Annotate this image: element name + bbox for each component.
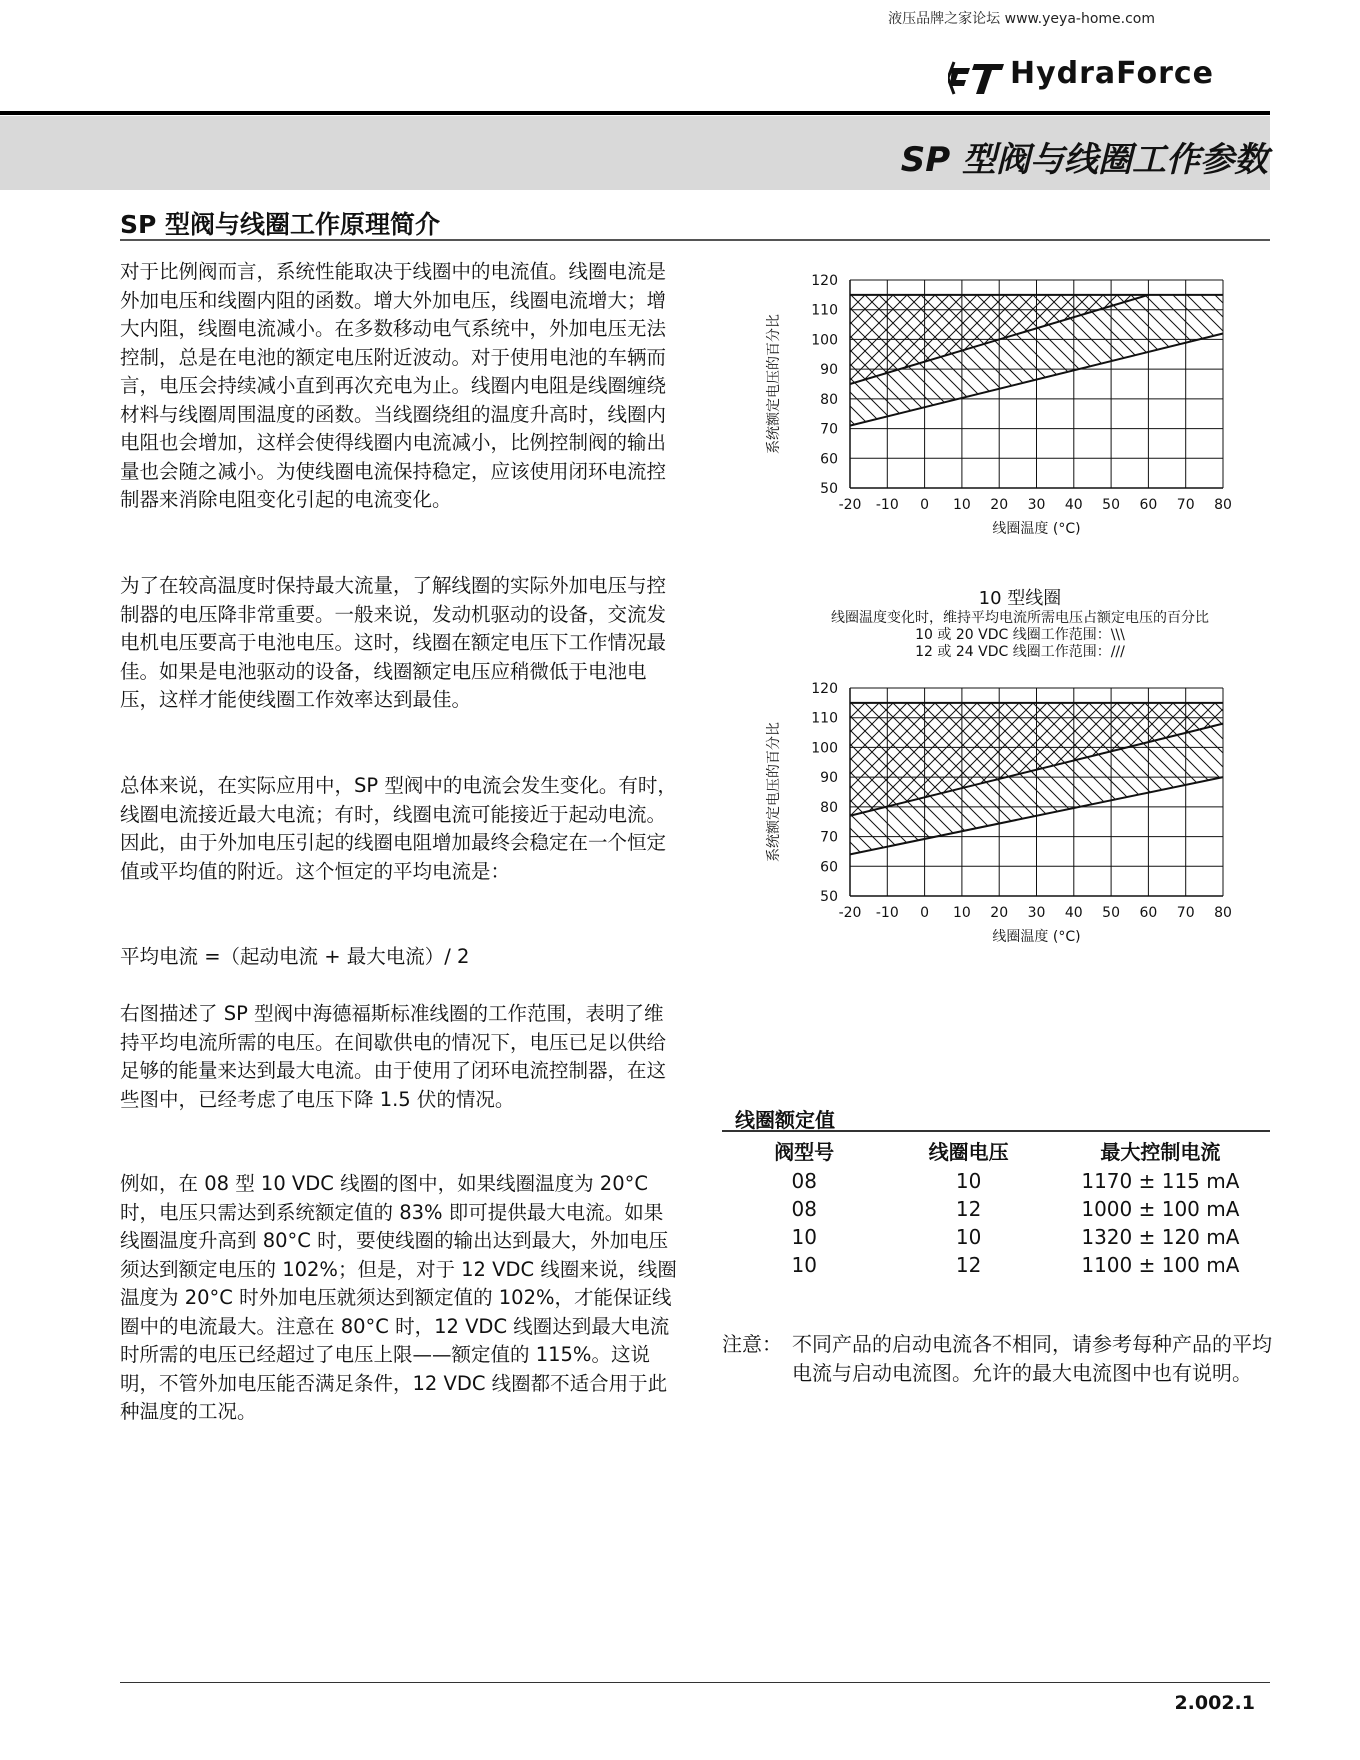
x-tick-label: 50 — [1102, 905, 1121, 921]
y-axis-label: 系统额定电压的百分比 — [766, 722, 782, 862]
chart-08-svg — [760, 260, 1240, 550]
x-tick-label: -20 — [838, 497, 862, 513]
note-text: 不同产品的启动电流各不相同，请参考每种产品的平均电流与启动电流图。允许的最大电流图中也有说明。 — [792, 1332, 1272, 1385]
x-tick-label: 20 — [990, 497, 1009, 513]
table-header-coil-voltage: 线圈电压 — [886, 1131, 1050, 1167]
x-tick-label: 0 — [920, 905, 930, 921]
y-tick-label: 100 — [811, 740, 838, 757]
table-cell: 10 — [955, 1225, 982, 1249]
table-cell: 08 — [791, 1169, 817, 1193]
y-tick-label: 80 — [820, 391, 838, 408]
x-tick-label: 70 — [1176, 497, 1195, 513]
brand-name: HydraForce — [1010, 56, 1214, 91]
table-cell: 1000 ± 100 mA — [1081, 1197, 1240, 1221]
site-link[interactable]: 液压品牌之家论坛 www.yeya-home.com — [888, 11, 1155, 27]
x-tick-label: 40 — [1064, 905, 1083, 921]
x-tick-label: 80 — [1214, 497, 1232, 513]
x-tick-label: -20 — [838, 905, 862, 921]
table-row — [722, 1195, 1270, 1223]
table-row — [722, 1167, 1270, 1195]
x-tick-label: 40 — [1064, 497, 1083, 513]
y-tick-label: 100 — [811, 332, 838, 349]
x-tick-label: 10 — [952, 497, 971, 513]
section-rule — [120, 239, 1270, 241]
x-tick-label: 0 — [920, 497, 930, 513]
note — [722, 1330, 1272, 1387]
y-tick-label: 70 — [820, 829, 838, 846]
x-tick-label: 60 — [1139, 905, 1158, 921]
x-tick-label: 10 — [952, 905, 971, 921]
table-header-valve-type: 阀型号 — [722, 1131, 886, 1167]
x-tick-label: -10 — [875, 497, 899, 513]
x-axis-label: 线圈温度 (°C) — [992, 929, 1081, 945]
body-paragraph-6: 例如，在 08 型 10 VDC 线圈的图中，如果线圈温度为 20°C 时，电压只需达到系统额定值的 83% 即可提供最大电流。如果线圈温度升高到 80°C 时，要使线圈的输出达到最大，外加电压须达到额定电压的 102%；但是，对于 12 VDC 线圈来说，线圈温度为 20°C 时外加电压就须达到额定值的 102%，才能保证线圈中的电流最大。注意在 80°C 时，12 VDC 线圈达到最大电流时所需的电压已经超过了电压上限——额定值的 115%。这说明，不管外加电压能否满足条件，12 VDC 线圈都不适合用于此种温度的工况。 — [120, 1172, 677, 1423]
footer-rule — [120, 1682, 1270, 1683]
page-number: 2.002.1 — [1174, 1692, 1255, 1714]
table-cell: 1170 ± 115 mA — [1081, 1169, 1240, 1193]
y-tick-label: 110 — [811, 302, 838, 319]
y-tick-label: 120 — [811, 273, 838, 289]
table-row — [722, 1251, 1270, 1279]
chart-08-coil — [760, 260, 1240, 550]
y-axis-label: 系统额定电压的百分比 — [766, 314, 782, 454]
chart-10-coil — [760, 668, 1240, 958]
chart-10-legend-2: 12 或 24 VDC 线圈工作范围：/// — [915, 644, 1125, 660]
y-tick-label: 90 — [820, 770, 838, 787]
y-tick-label: 50 — [820, 481, 838, 497]
table-row — [722, 1223, 1270, 1251]
header-rule — [0, 111, 1270, 115]
table-cell: 1320 ± 120 mA — [1081, 1225, 1240, 1249]
chart-10-subtitle: 线圈温度变化时，维持平均电流所需电压占额定电压的百分比 — [831, 610, 1209, 626]
x-tick-label: 80 — [1214, 905, 1232, 921]
body-paragraph-3: 总体来说，在实际应用中，SP 型阀中的电流会发生变化。有时，线圈电流接近最大电流；有时，线圈电流可能接近于起动电流。因此，由于外加电压引起的线圈电阻增加最终会稳定在一个恒定值或平均值的附近。这个恒定的平均电流是： — [120, 774, 677, 883]
table-cell: 10 — [791, 1253, 817, 1277]
note-label: 注意： — [722, 1332, 782, 1356]
y-tick-label: 80 — [820, 799, 838, 816]
y-tick-label: 70 — [820, 421, 838, 438]
hydraforce-logo-icon — [948, 58, 1008, 98]
chart-10-header — [800, 588, 1240, 661]
x-tick-label: 20 — [990, 905, 1009, 921]
y-tick-label: 60 — [820, 451, 838, 468]
table-title: 线圈额定值 — [735, 1108, 835, 1132]
table-cell: 12 — [955, 1253, 982, 1277]
chart-10-title: 10 型线圈 — [978, 588, 1062, 609]
table-cell: 08 — [791, 1197, 817, 1221]
y-tick-label: 60 — [820, 859, 838, 876]
y-tick-label: 110 — [811, 710, 838, 727]
table-header-row — [722, 1131, 1270, 1167]
x-axis-label: 线圈温度 (°C) — [992, 521, 1081, 537]
x-tick-label: 50 — [1102, 497, 1121, 513]
average-current-formula: 平均电流 =（起动电流 + 最大电流）/ 2 — [120, 945, 470, 968]
table-cell: 10 — [791, 1225, 817, 1249]
chart-10-legend-1: 10 或 20 VDC 线圈工作范围：\\\ — [915, 627, 1125, 643]
y-tick-label: 120 — [811, 681, 838, 697]
y-tick-label: 50 — [820, 889, 838, 905]
x-tick-label: 70 — [1176, 905, 1195, 921]
section-title: SP 型阀与线圈工作原理简介 — [120, 210, 441, 239]
table-cell: 1100 ± 100 mA — [1081, 1253, 1240, 1277]
y-tick-label: 90 — [820, 362, 838, 379]
body-paragraph-5: 右图描述了 SP 型阀中海德福斯标准线圈的工作范围，表明了维持平均电流所需的电压。在间歇供电的情况下，电压已足以供给足够的能量来达到最大电流。由于使用了闭环电流控制器，在这些图中，已经考虑了电压下降 1.5 伏的情况。 — [120, 1002, 667, 1111]
coil-rating-table — [722, 1130, 1270, 1279]
x-tick-label: -10 — [875, 905, 899, 921]
chart-10-svg — [760, 668, 1240, 958]
table-cell: 12 — [955, 1197, 982, 1221]
page-title: SP 型阀与线圈工作参数 — [900, 140, 1268, 180]
x-tick-label: 30 — [1027, 905, 1046, 921]
x-tick-label: 30 — [1027, 497, 1046, 513]
body-paragraph-1: 对于比例阀而言，系统性能取决于线圈中的电流值。线圈电流是外加电压和线圈内阻的函数。增大外加电压，线圈电流增大；增大内阻，线圈电流减小。在多数移动电气系统中，外加电压无法控制，总是在电池的额定电压附近波动。对于使用电池的车辆而言，电压会持续减小直到再次充电为止。线圈内电阻是线圈缠绕材料与线圈周围温度的函数。当线圈绕组的温度升高时，线圈内电阻也会增加，这样会使得线圈内电流减小，比例控制阀的输出量也会随之减小。为使线圈电流保持稳定，应该使用闭环电流控制器来消除电阻变化引起的电流变化。 — [120, 260, 667, 511]
x-tick-label: 60 — [1139, 497, 1158, 513]
table-header-max-current: 最大控制电流 — [1051, 1131, 1270, 1167]
body-paragraph-2: 为了在较高温度时保持最大流量，了解线圈的实际外加电压与控制器的电压降非常重要。一般来说，发动机驱动的设备，交流发电机电压要高于电池电压。这时，线圈在额定电压下工作情况最佳。如果是电池驱动的设备，线圈额定电压应稍微低于电池电压，这样才能使线圈工作效率达到最佳。 — [120, 574, 667, 711]
table-cell: 10 — [955, 1169, 982, 1193]
